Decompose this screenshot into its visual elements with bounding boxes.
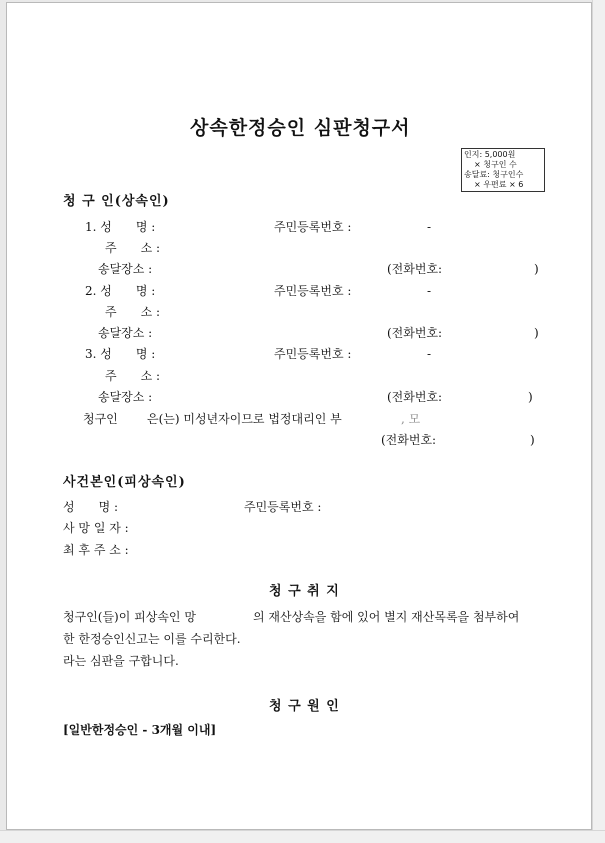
- minor-phone-close: ): [530, 433, 535, 447]
- stamp-line-2: × 청구인 수: [474, 160, 517, 169]
- person2-phone-label: (전화번호:: [387, 326, 443, 340]
- person1-name-label: 1. 성 명 :: [85, 220, 156, 234]
- document-title: 상속한정승인 심판청구서: [190, 117, 411, 139]
- person1-address-label: 주 소 :: [105, 241, 161, 255]
- deceased-rrn-label: 주민등록번호 :: [244, 500, 322, 514]
- person3-delivery-label: 송달장소 :: [98, 390, 153, 404]
- person2-rrn-dash: -: [427, 284, 432, 298]
- purpose-line2: 한 한정승인신고는 이를 수리한다.: [63, 632, 241, 646]
- person2-address-label: 주 소 :: [105, 305, 161, 319]
- minor-phone-label: (전화번호:: [381, 433, 437, 447]
- purpose-line1-a: 청구인(들)이 피상속인 망: [63, 610, 196, 624]
- minor-guardian-text: 은(는) 미성년자이므로 법정대리인 부: [147, 412, 342, 426]
- document-page: [6, 2, 592, 830]
- purpose-line3: 라는 심판을 구합니다.: [63, 654, 179, 668]
- deceased-name-label: 성 명 :: [63, 500, 119, 514]
- deceased-heading: 사건본인(피상속인): [63, 475, 186, 490]
- deceased-last-address-label: 최 후 주 소 :: [63, 543, 129, 557]
- person3-name-label: 3. 성 명 :: [85, 347, 156, 361]
- cause-heading: 청 구 원 인: [269, 699, 340, 714]
- person3-rrn-dash: -: [427, 347, 432, 361]
- stamp-line-1: 인지: 5,000원: [464, 150, 516, 159]
- purpose-line1-b: 의 재산상속을 함에 있어 별지 재산목록을 첨부하여: [253, 610, 520, 624]
- person2-rrn-label: 주민등록번호 :: [274, 284, 352, 298]
- person2-phone-close: ): [534, 326, 539, 340]
- person1-phone-label: (전화번호:: [387, 262, 443, 276]
- person1-rrn-dash: -: [427, 220, 432, 234]
- claimant-heading: 청 구 인(상속인): [63, 194, 170, 209]
- deceased-death-date-label: 사 망 일 자 :: [63, 521, 129, 535]
- purpose-heading: 청 구 취 지: [269, 584, 340, 599]
- minor-claimant-label: 청구인: [83, 412, 118, 426]
- vertical-scrollbar[interactable]: [592, 0, 605, 843]
- person1-delivery-label: 송달장소 :: [98, 262, 153, 276]
- minor-mother-text: , 모: [401, 412, 421, 426]
- person2-name-label: 2. 성 명 :: [85, 284, 156, 298]
- person1-phone-close: ): [534, 262, 539, 276]
- cause-subheading: [일반한정승인 - 3개월 이내]: [63, 723, 217, 737]
- stamp-fee-box: [461, 148, 545, 192]
- horizontal-scrollbar[interactable]: [0, 830, 605, 843]
- person3-address-label: 주 소 :: [105, 369, 161, 383]
- stamp-line-4: × 우편료 × 6: [474, 180, 524, 189]
- stamp-line-3: 송달료: 청구인수: [464, 170, 524, 179]
- person2-delivery-label: 송달장소 :: [98, 326, 153, 340]
- person3-phone-close: ): [528, 390, 533, 404]
- person3-phone-label: (전화번호:: [387, 390, 443, 404]
- person3-rrn-label: 주민등록번호 :: [274, 347, 352, 361]
- person1-rrn-label: 주민등록번호 :: [274, 220, 352, 234]
